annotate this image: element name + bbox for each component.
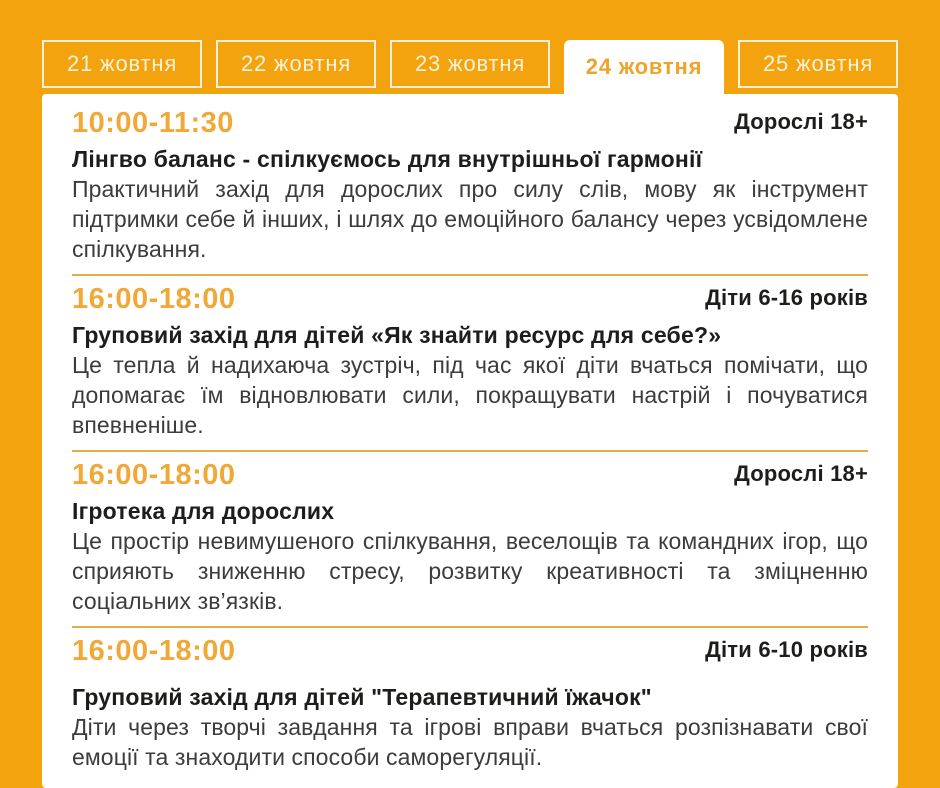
- event-header: [72, 636, 868, 666]
- event-time: 16:00-18:00: [72, 283, 236, 315]
- event-title: Груповий захід для дітей «Як знайти ресурс для себе?»: [72, 322, 722, 348]
- event-title: Ігротека для дорослих: [72, 498, 335, 524]
- event-audience: Діти 6-10 років: [705, 637, 868, 662]
- event-time: 16:00-18:00: [72, 635, 236, 667]
- tab-22-october[interactable]: 22 жовтня: [216, 40, 376, 88]
- event-divider: [72, 450, 868, 452]
- event-description: Це простір невимушеного спілкування, веселощів та командних ігор, що сприяють зниженню стресу, розвитку креативності та зміцненню соціальних зв’язків.: [72, 528, 868, 614]
- event-description: Діти через творчі завдання та ігрові вправи вчаться розпізнавати свої емоції та знаходити способи саморегуляції.: [72, 714, 868, 770]
- tab-23-october[interactable]: 23 жовтня: [390, 40, 550, 88]
- event-header: [72, 460, 868, 490]
- tab-25-october[interactable]: 25 жовтня: [738, 40, 898, 88]
- event-header: [72, 108, 868, 138]
- event-audience: Дорослі 18+: [734, 461, 868, 486]
- event-card: [72, 108, 868, 264]
- event-card: [72, 636, 868, 772]
- event-time: 16:00-18:00: [72, 459, 236, 491]
- tab-21-october[interactable]: 21 жовтня: [42, 40, 202, 88]
- event-title: Лінгво баланс - спілкуємось для внутрішньої гармонії: [72, 146, 703, 172]
- event-description: Практичний захід для дорослих про силу слів, мову як інструмент підтримки себе й інших, і шлях до емоційного балансу через усвідомлене спілкування.: [72, 176, 868, 262]
- event-time: 10:00-11:30: [72, 107, 234, 139]
- date-tabs: [0, 0, 940, 94]
- event-title: Груповий захід для дітей "Терапевтичний їжачок": [72, 684, 652, 710]
- event-audience: Діти 6-16 років: [705, 285, 868, 310]
- event-card: [72, 284, 868, 440]
- event-header: [72, 284, 868, 314]
- event-divider: [72, 274, 868, 276]
- event-card: [72, 460, 868, 616]
- tab-24-october-active[interactable]: 24 жовтня: [564, 40, 724, 94]
- event-divider: [72, 626, 868, 628]
- event-audience: Дорослі 18+: [734, 109, 868, 134]
- schedule-panel: [42, 94, 898, 788]
- event-description: Це тепла й надихаюча зустріч, під час якої діти вчаться помічати, що допомагає їм відновлювати сили, покращувати настрій і почуватися впевненіше.: [72, 352, 868, 438]
